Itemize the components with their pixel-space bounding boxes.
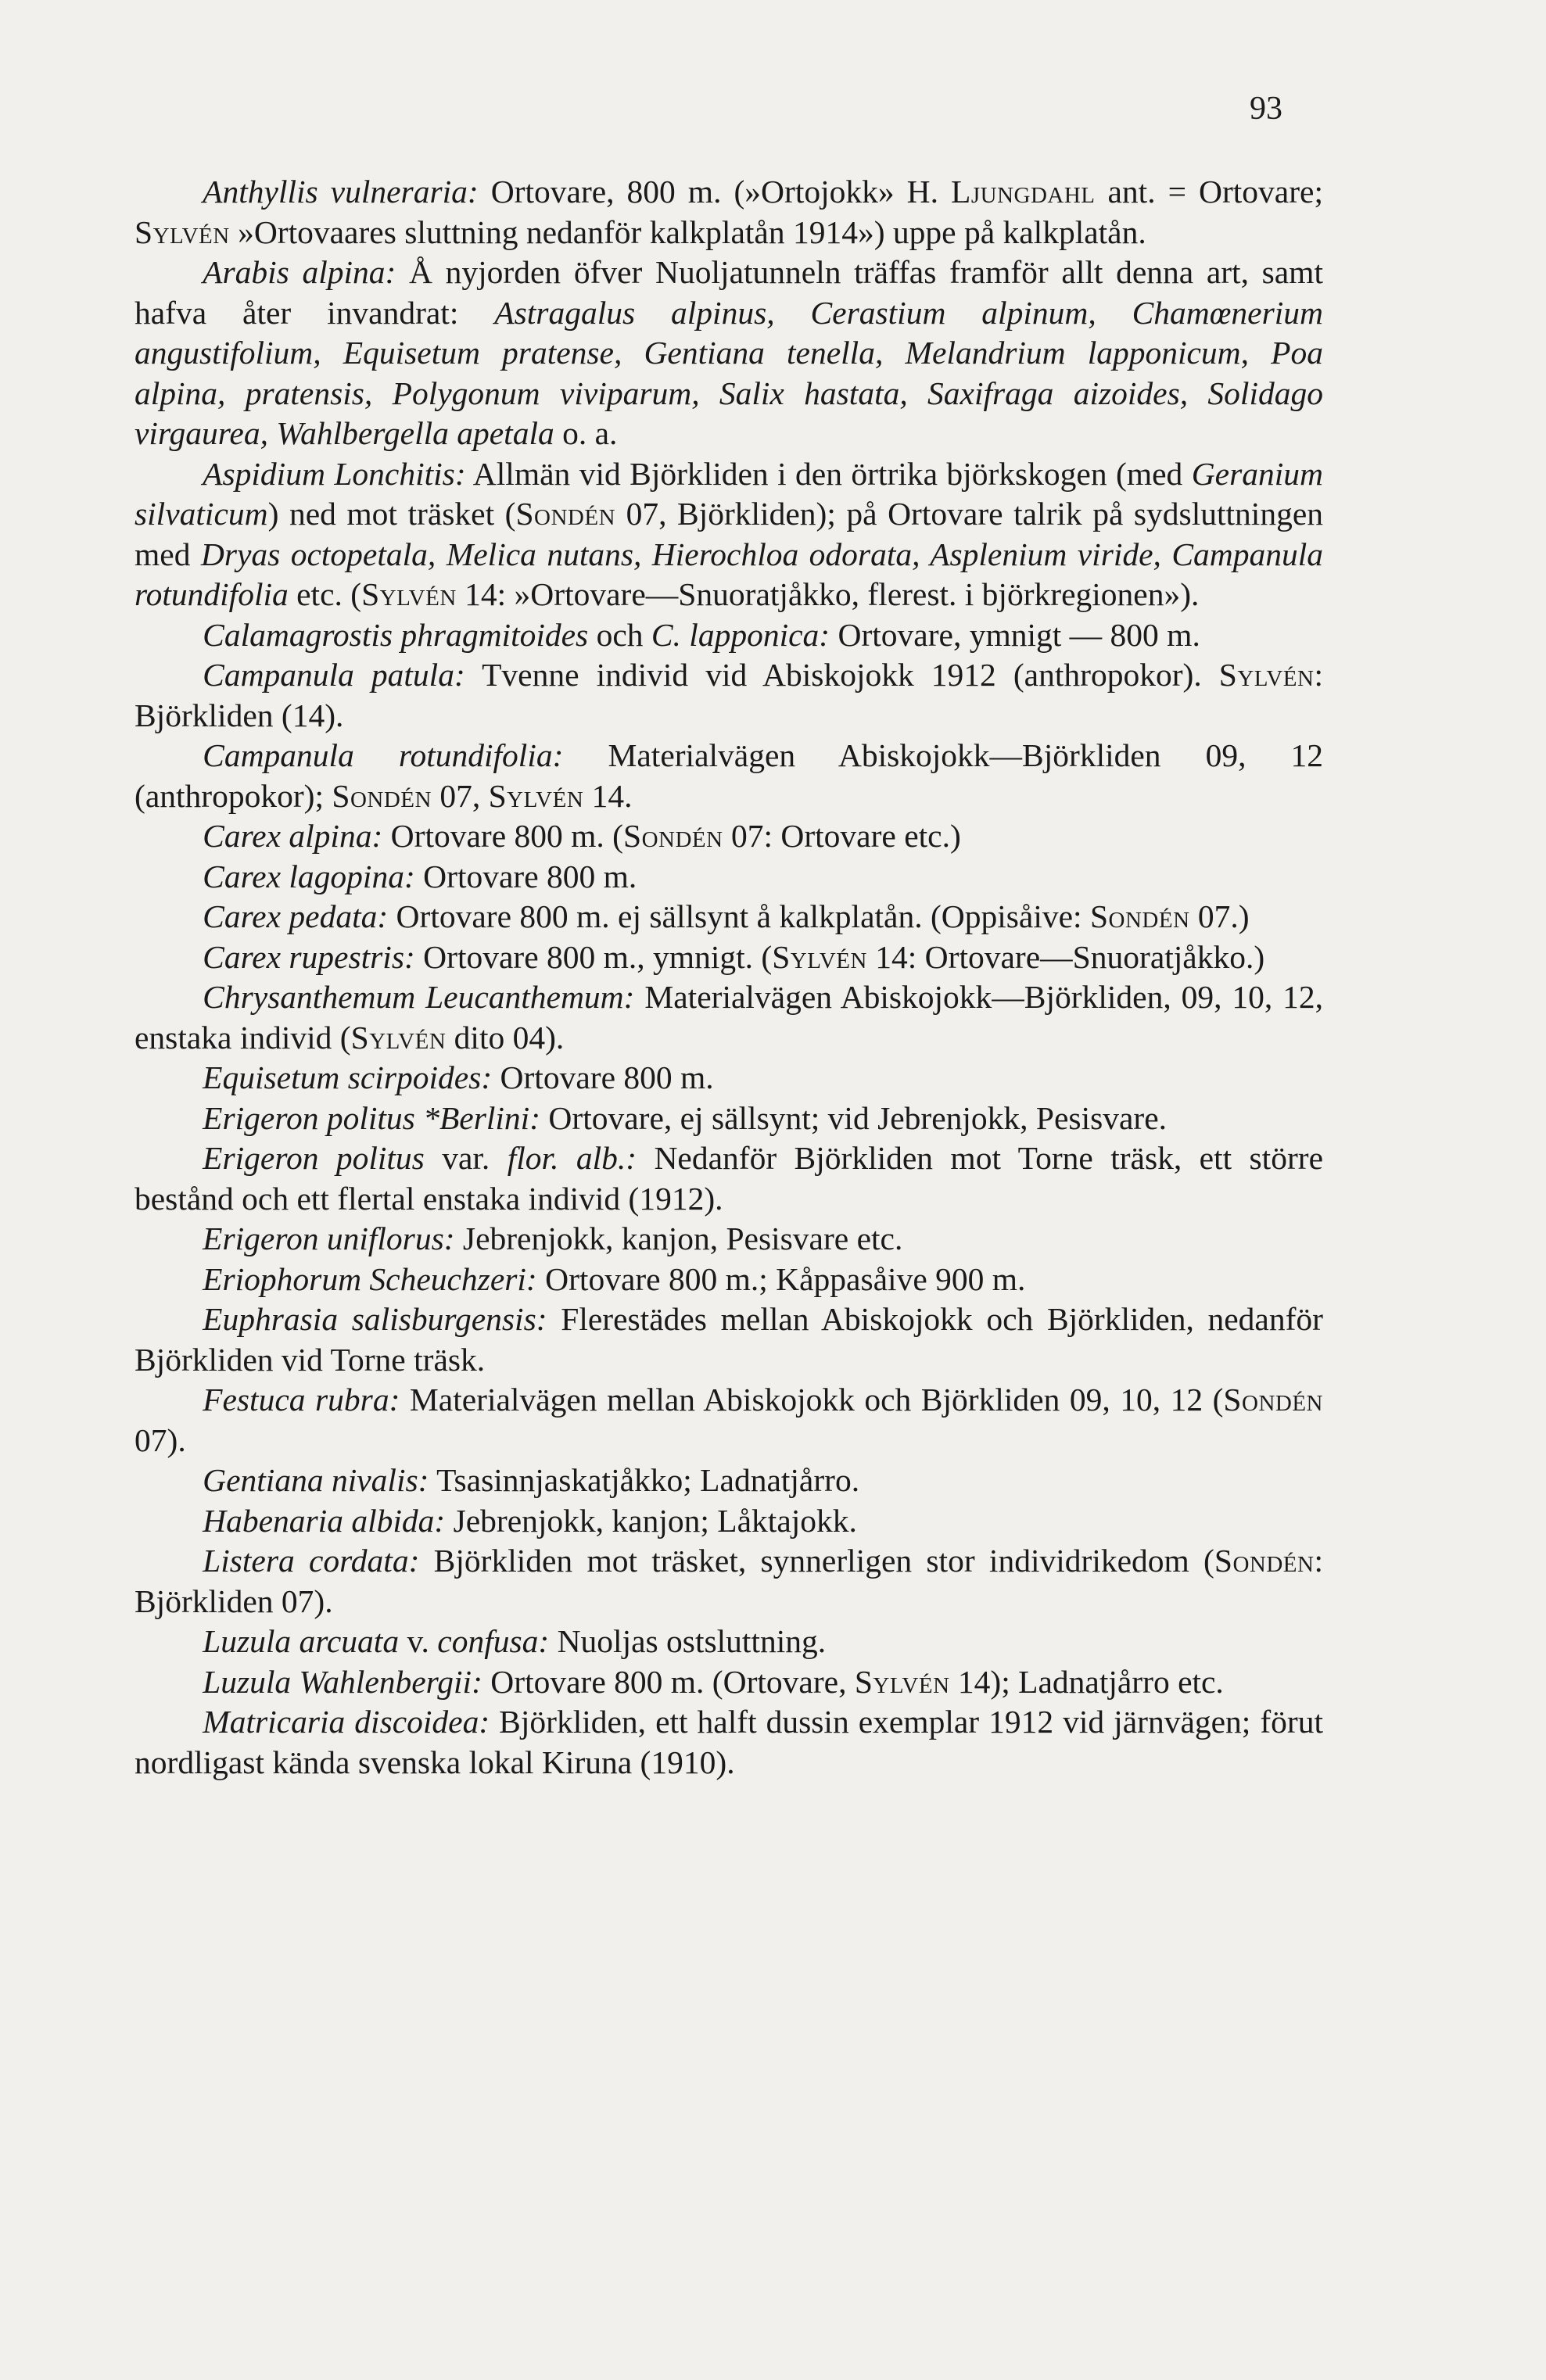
species-name: Anthyllis vulneraria: [203, 174, 479, 210]
entry-text: 07, Björkliden); på Ortovare talrik på sydsluttningen med [135, 496, 1323, 572]
entry-text: Björkliden, ett halft dussin exemplar 1912 vid järnvägen; förut nordligast kända svenska lokal Kiruna (1910). [135, 1704, 1323, 1780]
entry-text: 14: Ortovare—Snuoratjåkko.) [866, 938, 1265, 975]
species-name: Calamagrostis phragmitoides [203, 616, 589, 653]
entry-text: Nedanför Björkliden mot Torne träsk, ett större bestånd och ett flertal enstaka individ (1912). [135, 1140, 1324, 1217]
entry-text: Ortovare 800 m. [414, 858, 637, 894]
author-name: Sondén [1214, 1543, 1315, 1579]
author-name: Sylvén [1218, 657, 1315, 693]
species-entry-luzula-wahlenbergii [135, 1662, 1323, 1703]
species-name: Erigeron politus *Berlini: [203, 1099, 541, 1136]
species-name: Erigeron uniflorus: [203, 1220, 455, 1256]
entry-text: Ortovare 800 m. [492, 1059, 714, 1095]
author-name: Sondén [1223, 1382, 1323, 1418]
species-name: Gentiana nivalis: [203, 1462, 429, 1498]
entry-text: Materialvägen Abiskojokk—Björkliden, 09, 10, 12, enstaka individ ( [135, 979, 1324, 1056]
species-list: Astragalus alpinus, Cerastium alpinum, Chamœnerium angustifolium, Equisetum pratense, Gentiana tenella, Melandrium lapponicum, Poa alpina, pratensis, Polygonum viviparum, Salix hastata, Saxifraga aizoides, Solidago virgaurea, Wahlbergella apetala [135, 294, 1323, 451]
species-entry-carex-rupestris [135, 937, 1323, 978]
species-entry-euphrasia [135, 1299, 1323, 1380]
species-entry-aspidium [135, 454, 1323, 615]
entry-text: : Björkliden 07). [135, 1543, 1323, 1619]
entry-text: var. [424, 1140, 508, 1176]
entry-text: 07). [135, 1421, 186, 1458]
author-name: Sylvén [350, 1019, 447, 1056]
entry-text: och [588, 616, 651, 653]
species-name: Carex alpina: [203, 818, 383, 854]
entry-text: 14: »Ortovare—Snuoratjåkko, flerest. i björkregionen»). [456, 576, 1200, 612]
author-name: Sondén [1089, 898, 1190, 934]
species-entry-anthyllis [135, 172, 1323, 253]
entry-text: etc. ( [288, 576, 362, 612]
entry-text: Björkliden mot träsket, synnerligen stor individrikedom ( [419, 1543, 1214, 1579]
entry-text: Ortovare 800 m. ej sällsynt å kalkplatån. (Oppisåive: [388, 898, 1090, 934]
species-name: Campanula rotundifolia: [203, 737, 564, 773]
species-entry-listera [135, 1541, 1323, 1622]
species-name-inline: C. lapponica: [651, 616, 830, 653]
species-entry-eriophorum [135, 1260, 1323, 1300]
author-name: Ljungdahl [950, 174, 1096, 210]
species-name: Carex pedata: [203, 898, 389, 934]
entry-text: 14. [583, 777, 633, 814]
species-entry-erigeron-politus-berlini [135, 1099, 1323, 1139]
species-entry-matricaria [135, 1702, 1323, 1783]
author-name: Sondén [623, 818, 723, 854]
species-entry-carex-lagopina [135, 857, 1323, 898]
species-name: Habenaria albida: [203, 1502, 446, 1539]
entry-text: Nuoljas ostsluttning. [549, 1623, 827, 1659]
entry-text: o. a. [554, 415, 618, 451]
species-entry-calamagrostis [135, 615, 1323, 656]
species-name: Chrysanthemum Leucanthemum: [203, 979, 635, 1015]
author-name: Sylvén [854, 1663, 950, 1700]
entry-text: Tsasinnjaskatjåkko; Ladnatjårro. [429, 1462, 860, 1498]
entry-text: Ortovare 800 m., ymnigt. ( [414, 938, 773, 975]
variety-name: flor. alb.: [507, 1140, 637, 1176]
entry-text: dito 04). [446, 1019, 565, 1056]
species-entry-campanula-patula [135, 655, 1323, 736]
species-entry-habenaria [135, 1501, 1323, 1542]
species-entry-carex-pedata [135, 897, 1323, 937]
species-entry-erigeron-uniflorus [135, 1219, 1323, 1260]
species-name-inline: Geranium silvaticum [135, 455, 1323, 532]
species-name: Euphrasia salisburgensis: [203, 1301, 547, 1337]
entry-text: Ortovare, ej sällsynt; vid Jebrenjokk, Pesisvare. [540, 1099, 1168, 1136]
entry-text: 07, [431, 777, 489, 814]
author-name: Sondén [332, 777, 432, 814]
species-list: Dryas octopetala, Melica nutans, Hierochloa odorata, Asplenium viride, Campanula rotundifolia [135, 536, 1324, 612]
author-name: Sylvén [772, 938, 867, 975]
species-name: Campanula patula: [203, 657, 465, 693]
species-name: Erigeron politus [203, 1140, 425, 1176]
species-name: Luzula arcuata [203, 1623, 400, 1659]
entry-text: Ortovare 800 m. (Ortovare, [482, 1663, 855, 1700]
species-name: Carex rupestris: [203, 938, 415, 975]
species-entry-campanula-rotundifolia [135, 736, 1323, 816]
entry-text: Allmän vid Björkliden i den örtrika björkskogen (med [465, 455, 1192, 492]
entry-text: Å nyjorden öfver Nuoljatunneln träffas framför allt denna art, samt hafva åter invandrat: [135, 254, 1323, 331]
species-name: Equisetum scirpoides: [203, 1059, 493, 1095]
species-name: Eriophorum Scheuchzeri: [203, 1260, 537, 1297]
entry-text: Ortovare 800 m.; Kåppasåive 900 m. [536, 1260, 1026, 1297]
species-entry-carex-alpina [135, 816, 1323, 857]
author-name: Sylvén [135, 213, 230, 250]
entry-text: 07.) [1189, 898, 1250, 934]
author-name: Sylvén [361, 576, 457, 612]
page-number: 93 [1250, 91, 1282, 127]
species-name: Aspidium Lonchitis: [203, 455, 466, 492]
entry-text: 14); Ladnatjårro etc. [949, 1663, 1224, 1700]
entry-text: »Ortovaares sluttning nedanför kalkplatån 1914») uppe på kalkplatån. [229, 213, 1146, 250]
author-name: Sylvén [488, 777, 584, 814]
entry-text: Ortovare, 800 m. (»Ortojokk» H. [478, 174, 951, 210]
species-entry-arabis [135, 253, 1323, 454]
entry-text: Materialvägen mellan Abiskojokk och Björkliden 09, 10, 12 ( [400, 1382, 1224, 1418]
species-entry-gentiana [135, 1461, 1323, 1501]
entry-text: Jebrenjokk, kanjon; Låktajokk. [445, 1502, 857, 1539]
entry-text: : Björkliden (14). [135, 657, 1323, 733]
species-name: Carex lagopina: [203, 858, 415, 894]
variety-name: confusa: [437, 1623, 550, 1659]
author-name: Sondén [515, 496, 616, 532]
entry-text: Ortovare, ymnigt — 800 m. [830, 616, 1200, 653]
entry-text: ) ned mot träsket ( [267, 496, 516, 532]
entry-text: Tvenne individ vid Abiskojokk 1912 (anthropokor). [465, 657, 1219, 693]
species-entry-erigeron-politus-alb [135, 1138, 1323, 1219]
entry-text: Flerestädes mellan Abiskojokk och Björkliden, nedanför Björkliden vid Torne träsk. [135, 1301, 1323, 1378]
entry-text: Materialvägen Abiskojokk—Björkliden 09, 12 (anthropokor); [135, 737, 1323, 814]
species-name: Matricaria discoidea: [203, 1704, 490, 1740]
species-name: Arabis alpina: [203, 254, 396, 290]
entry-text: 07: Ortovare etc.) [723, 818, 961, 854]
species-entry-chrysanthemum [135, 977, 1323, 1058]
species-entry-equisetum [135, 1058, 1323, 1099]
species-entry-luzula-arcuata [135, 1622, 1323, 1662]
species-name: Listera cordata: [203, 1543, 420, 1579]
entry-text: Jebrenjokk, kanjon, Pesisvare etc. [454, 1220, 903, 1256]
text-column [135, 172, 1323, 1783]
species-entry-festuca [135, 1380, 1323, 1461]
species-name: Festuca rubra: [203, 1382, 400, 1418]
entry-text: Ortovare 800 m. ( [382, 818, 623, 854]
entry-text: v. [399, 1623, 438, 1659]
entry-text: ant. = Ortovare; [1095, 174, 1323, 210]
species-name: Luzula Wahlenbergii: [203, 1663, 482, 1700]
